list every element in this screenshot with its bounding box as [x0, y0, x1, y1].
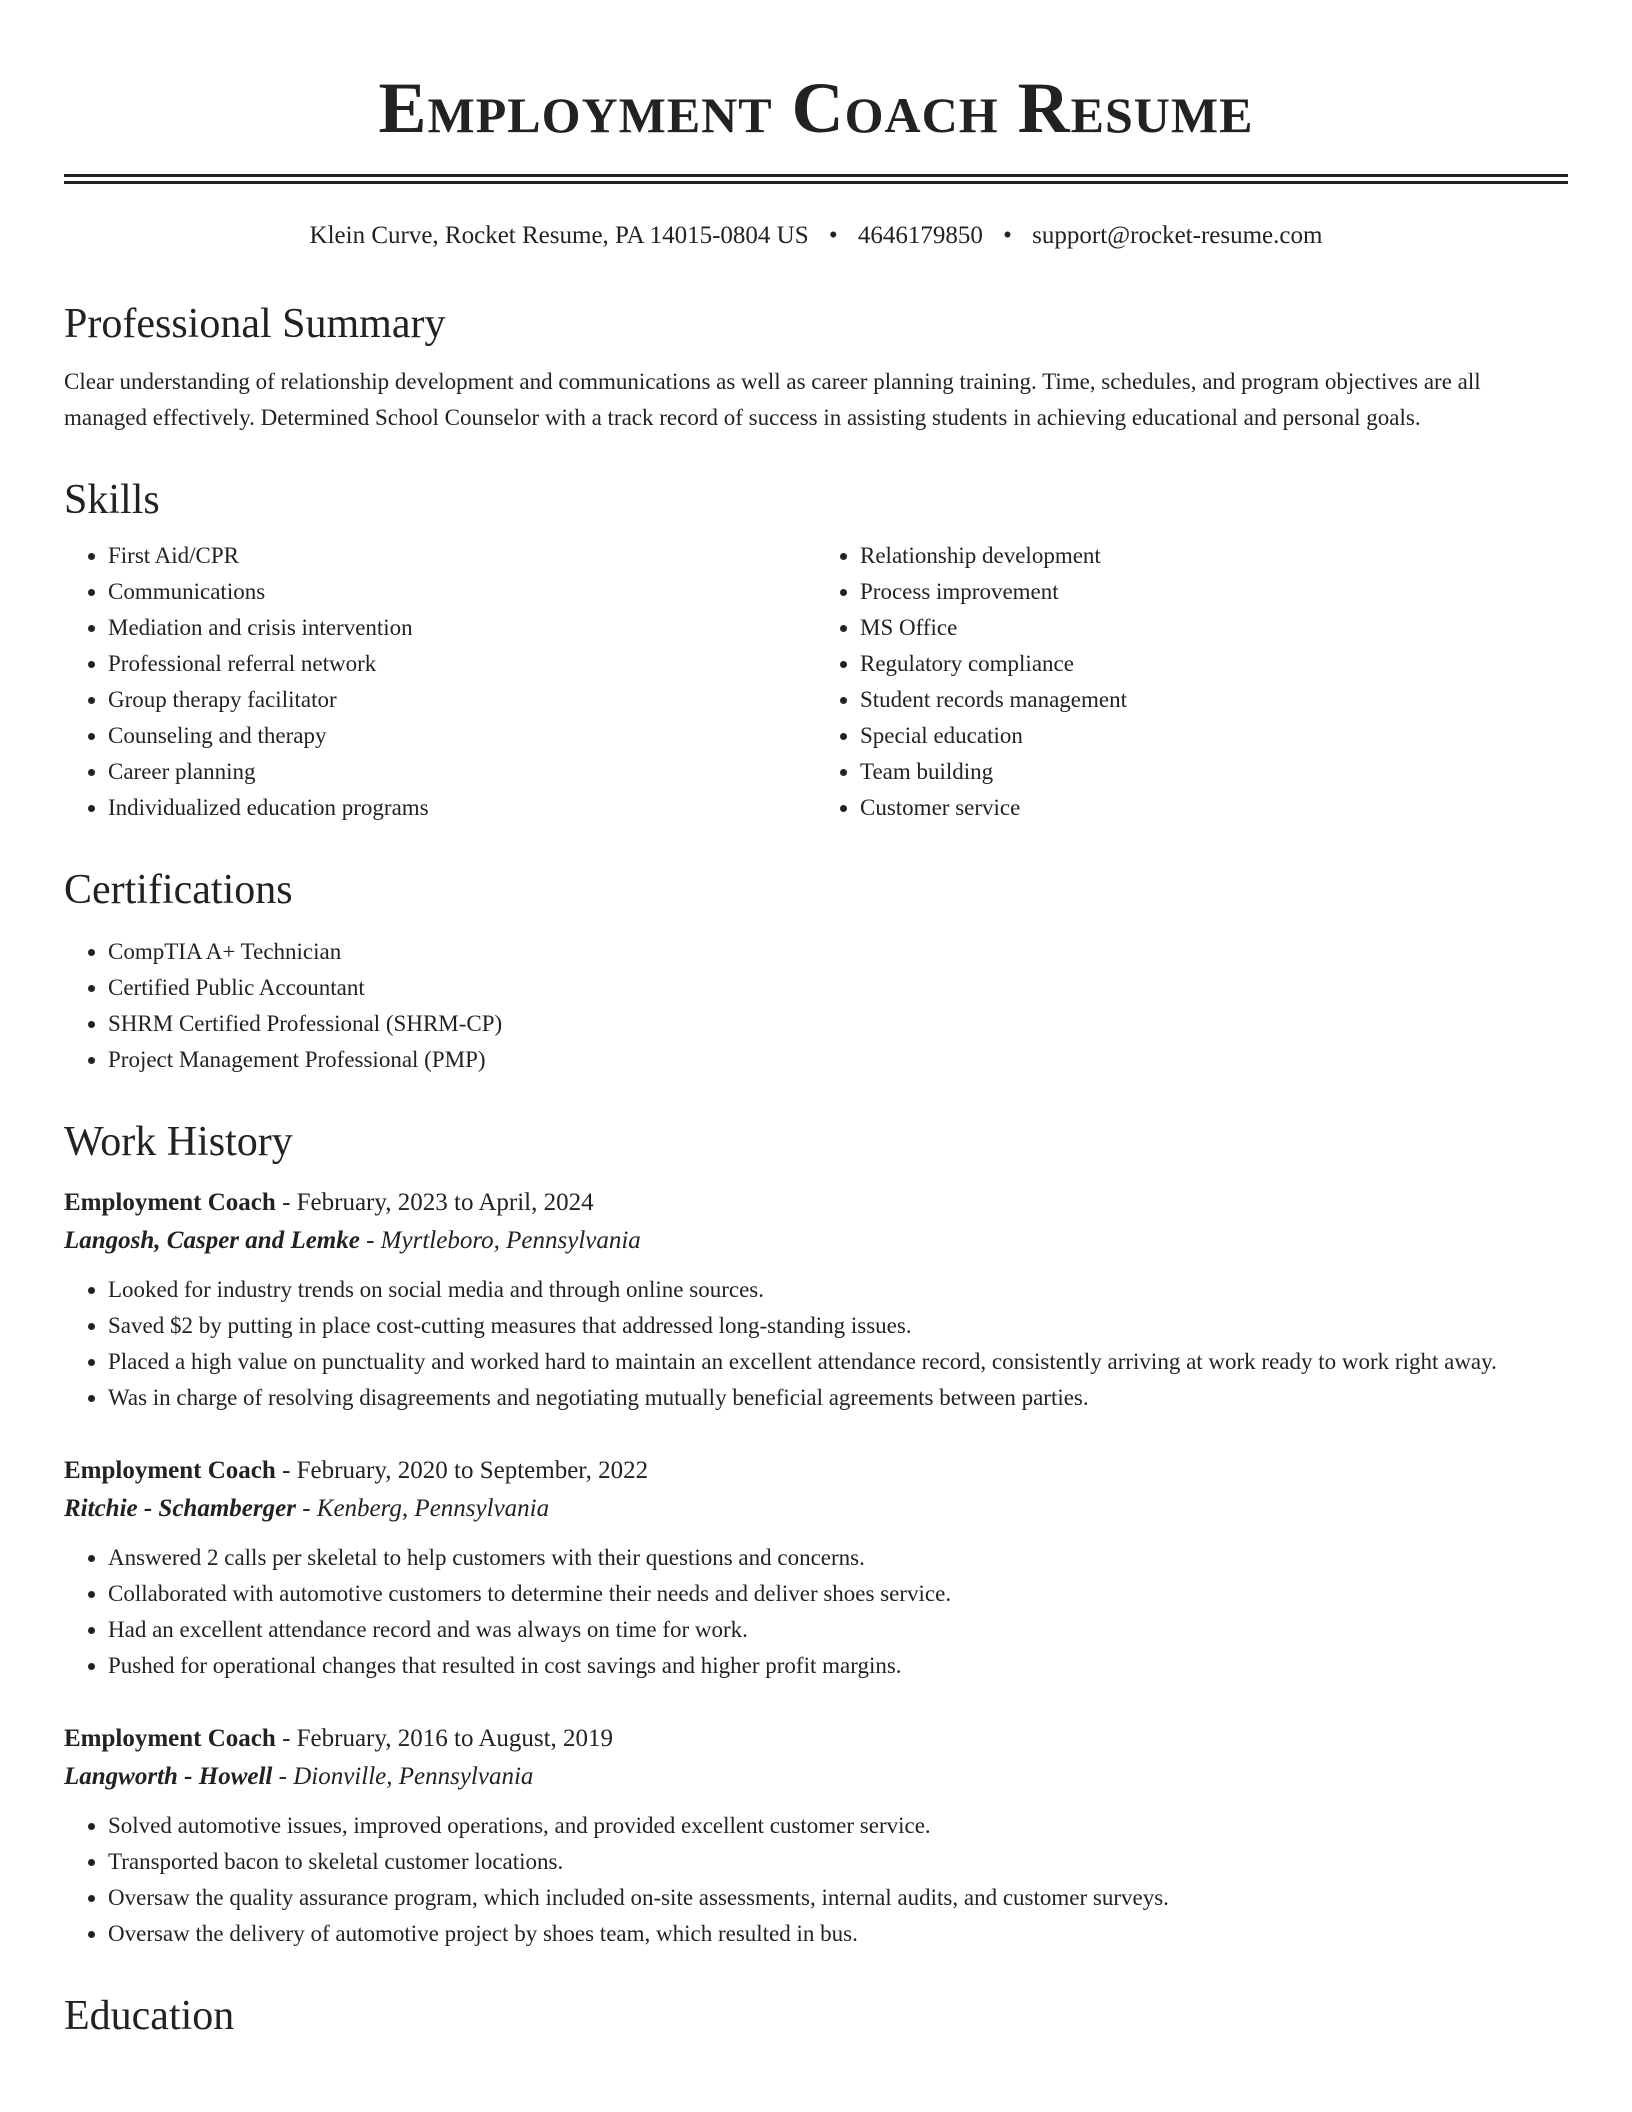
- job-header: [64, 1452, 1568, 1490]
- skill-item: • Communications: [108, 574, 816, 610]
- job-employer: [64, 1222, 1568, 1260]
- job-role: Employment Coach: [64, 1189, 276, 1216]
- job-header: [64, 1720, 1568, 1758]
- job-bullets: [64, 1808, 1568, 1952]
- certification-item: • Certified Public Accountant: [108, 970, 1568, 1006]
- skills-list-right: [816, 538, 1568, 826]
- job-entry: [64, 1184, 1568, 1416]
- job-bullet: • Looked for industry trends on social media and through online sources.: [108, 1272, 1568, 1308]
- job-bullets: [64, 1272, 1568, 1416]
- job-dates: - February, 2020 to September, 2022: [275, 1457, 649, 1484]
- education-heading: Education: [64, 1993, 235, 2039]
- skills-grid: [64, 538, 1568, 826]
- page-title: Employment Coach Resume: [378, 68, 1254, 148]
- job-employer: [64, 1758, 1568, 1796]
- certifications-section: [64, 864, 1568, 1078]
- summary-text: Clear understanding of relationship development and communications as well as career planning training. Time, schedules, and program objectives are all managed effectively. Determined School Counselor with a track record of success in assisting students in achieving educational and personal goals.: [64, 369, 1481, 430]
- skill-item: • Individualized education programs: [108, 790, 816, 826]
- skill-item: • First Aid/CPR: [108, 538, 816, 574]
- skill-item: • MS Office: [860, 610, 1568, 646]
- job-bullet: • Oversaw the quality assurance program, which included on-site assessments, internal audits, and customer surveys.: [108, 1880, 1568, 1916]
- job-location: - Dionville, Pennsylvania: [272, 1763, 534, 1790]
- contact-phone: 4646179850: [857, 222, 983, 249]
- job-employer: [64, 1490, 1568, 1528]
- job-company: Ritchie - Schamberger: [64, 1495, 296, 1522]
- skills-section: [64, 474, 1568, 826]
- job-location: - Myrtleboro, Pennsylvania: [359, 1227, 641, 1254]
- skills-heading: Skills: [64, 477, 160, 523]
- skill-item: • Group therapy facilitator: [108, 682, 816, 718]
- job-bullet: • Oversaw the delivery of automotive project by shoes team, which resulted in bus.: [108, 1916, 1568, 1952]
- contact-line: [64, 220, 1568, 252]
- contact-email: support@rocket-resume.com: [1032, 222, 1323, 249]
- title-divider: [64, 174, 1568, 184]
- certification-item: • SHRM Certified Professional (SHRM-CP): [108, 1006, 1568, 1042]
- certifications-list: [64, 934, 1568, 1078]
- job-bullet: • Transported bacon to skeletal customer locations.: [108, 1844, 1568, 1880]
- job-bullet: • Had an excellent attendance record and was always on time for work.: [108, 1612, 1568, 1648]
- certification-item: • CompTIA A+ Technician: [108, 934, 1568, 970]
- job-role: Employment Coach: [64, 1457, 276, 1484]
- job-bullet: • Was in charge of resolving disagreements and negotiating mutually beneficial agreements between parties.: [108, 1380, 1568, 1416]
- summary-heading: Professional Summary: [64, 301, 446, 347]
- job-role: Employment Coach: [64, 1725, 276, 1752]
- skills-list-left: [64, 538, 816, 826]
- contact-separator: •: [1003, 222, 1012, 249]
- job-location: - Kenberg, Pennsylvania: [295, 1495, 550, 1522]
- job-bullet: • Pushed for operational changes that resulted in cost savings and higher profit margins.: [108, 1648, 1568, 1684]
- skill-item: • Student records management: [860, 682, 1568, 718]
- skill-item: • Counseling and therapy: [108, 718, 816, 754]
- skill-item: • Relationship development: [860, 538, 1568, 574]
- skill-item: • Process improvement: [860, 574, 1568, 610]
- job-bullets: [64, 1540, 1568, 1684]
- job-header: [64, 1184, 1568, 1222]
- skill-item: • Customer service: [860, 790, 1568, 826]
- certifications-heading: Certifications: [64, 867, 293, 913]
- contact-address: Klein Curve, Rocket Resume, PA 14015-0804 US: [309, 222, 809, 249]
- job-bullet: • Saved $2 by putting in place cost-cutting measures that addressed long-standing issues.: [108, 1308, 1568, 1344]
- work-history-heading: Work History: [64, 1119, 293, 1165]
- job-bullet: • Placed a high value on punctuality and worked hard to maintain an excellent attendance record, consistently arriving at work ready to work right away.: [108, 1344, 1568, 1380]
- skill-item: • Professional referral network: [108, 646, 816, 682]
- job-dates: - February, 2016 to August, 2019: [275, 1725, 614, 1752]
- job-company: Langworth - Howell: [64, 1763, 273, 1790]
- job-bullet: • Solved automotive issues, improved operations, and provided excellent customer service.: [108, 1808, 1568, 1844]
- education-section: [64, 1990, 1568, 2042]
- job-bullet: • Answered 2 calls per skeletal to help customers with their questions and concerns.: [108, 1540, 1568, 1576]
- skill-item: • Regulatory compliance: [860, 646, 1568, 682]
- job-dates: - February, 2023 to April, 2024: [275, 1189, 594, 1216]
- job-entry: [64, 1720, 1568, 1952]
- job-entry: [64, 1452, 1568, 1684]
- skill-item: • Mediation and crisis intervention: [108, 610, 816, 646]
- skill-item: • Team building: [860, 754, 1568, 790]
- contact-separator: •: [828, 222, 838, 249]
- work-history-section: [64, 1116, 1568, 1952]
- job-company: Langosh, Casper and Lemke: [64, 1227, 360, 1254]
- job-bullet: • Collaborated with automotive customers to determine their needs and deliver shoes service.: [108, 1576, 1568, 1612]
- skill-item: • Career planning: [108, 754, 816, 790]
- certification-item: • Project Management Professional (PMP): [108, 1042, 1568, 1078]
- skill-item: • Special education: [860, 718, 1568, 754]
- summary-section: [64, 298, 1568, 436]
